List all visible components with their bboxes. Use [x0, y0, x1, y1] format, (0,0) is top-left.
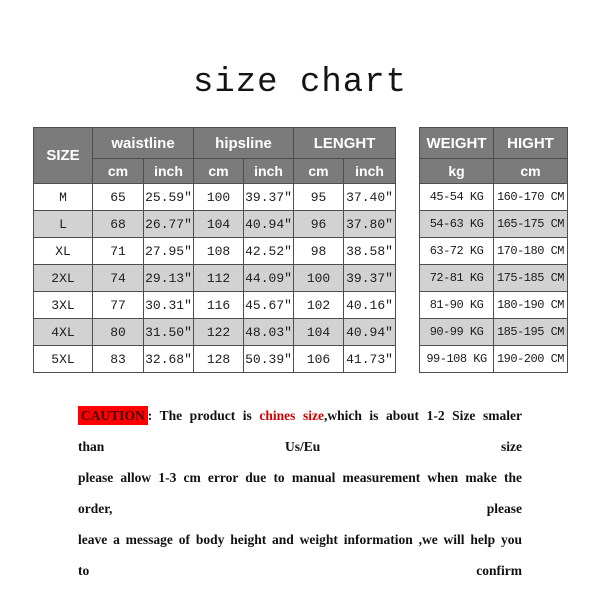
table-cell: 112: [194, 265, 244, 292]
length-cm-header: cm: [294, 159, 344, 184]
table-cell: XL: [34, 238, 93, 265]
caution-line-2: please allow 1-3 cm error due to manual measurement when make the order, please: [78, 470, 522, 516]
table-cell: 185-195 CM: [494, 319, 568, 346]
table-cell: 27.95″: [144, 238, 194, 265]
table-row: [34, 292, 396, 319]
table-cell: 48.03″: [244, 319, 294, 346]
caution-line-3: leave a message of body height and weight information ,we will help you to confirm: [78, 532, 522, 578]
table-cell: 39.37″: [244, 184, 294, 211]
waistline-group-header: waistline: [93, 128, 194, 159]
table-row: [420, 211, 568, 238]
table-cell: 160-170 CM: [494, 184, 568, 211]
table-cell: 99-108 KG: [420, 346, 494, 373]
table-cell: 30.31″: [144, 292, 194, 319]
table-row: [34, 211, 396, 238]
length-inch-header: inch: [344, 159, 396, 184]
weight-column-header: WEIGHT: [420, 128, 494, 159]
table-cell: 68: [93, 211, 144, 238]
table-cell: 32.68″: [144, 346, 194, 373]
size-measurements-table: [33, 127, 396, 373]
waistline-inch-header: inch: [144, 159, 194, 184]
table-cell: 80: [93, 319, 144, 346]
table-header-row: [420, 128, 568, 159]
table-cell: 65: [93, 184, 144, 211]
table-row: [34, 319, 396, 346]
table-cell: 81-90 KG: [420, 292, 494, 319]
table-row: [34, 184, 396, 211]
table-row: [420, 292, 568, 319]
table-cell: 4XL: [34, 319, 93, 346]
page-title: size chart: [192, 64, 408, 102]
table-cell: 108: [194, 238, 244, 265]
table-cell: 83: [93, 346, 144, 373]
table-cell: 72-81 KG: [420, 265, 494, 292]
table-cell: 180-190 CM: [494, 292, 568, 319]
caution-red-phrase: chines size: [259, 408, 324, 423]
table-cell: L: [34, 211, 93, 238]
table-row: [34, 346, 396, 373]
caution-text: : The product is: [147, 408, 260, 423]
table-row: [420, 184, 568, 211]
hipsline-group-header: hipsline: [194, 128, 294, 159]
weight-height-table: [419, 127, 568, 373]
table-cell: 37.40″: [344, 184, 396, 211]
table-cell: 44.09″: [244, 265, 294, 292]
table-row: [420, 319, 568, 346]
table-cell: 2XL: [34, 265, 93, 292]
table-cell: 175-185 CM: [494, 265, 568, 292]
size-column-header: SIZE: [34, 128, 93, 184]
table-cell: 63-72 KG: [420, 238, 494, 265]
table-cell: 77: [93, 292, 144, 319]
table-cell: 100: [194, 184, 244, 211]
table-cell: 100: [294, 265, 344, 292]
table-cell: 45.67″: [244, 292, 294, 319]
table-subheader-row: [420, 159, 568, 184]
table-cell: M: [34, 184, 93, 211]
table-cell: 190-200 CM: [494, 346, 568, 373]
table-row: [420, 265, 568, 292]
table-cell: 45-54 KG: [420, 184, 494, 211]
caution-label: CAUTION: [78, 406, 148, 425]
height-cm-header: cm: [494, 159, 568, 184]
length-group-header: LENGHT: [294, 128, 396, 159]
waistline-cm-header: cm: [93, 159, 144, 184]
table-cell: 40.94″: [244, 211, 294, 238]
table-cell: 71: [93, 238, 144, 265]
table-cell: 90-99 KG: [420, 319, 494, 346]
table-header-row: [34, 128, 396, 159]
hipsline-inch-header: inch: [244, 159, 294, 184]
table-cell: 98: [294, 238, 344, 265]
table-row: [34, 238, 396, 265]
table-cell: 170-180 CM: [494, 238, 568, 265]
table-row: [34, 265, 396, 292]
table-cell: 37.80″: [344, 211, 396, 238]
caution-line-1: [78, 400, 522, 462]
table-cell: 25.59″: [144, 184, 194, 211]
height-column-header: HIGHT: [494, 128, 568, 159]
table-cell: 95: [294, 184, 344, 211]
table-cell: 96: [294, 211, 344, 238]
table-row: [420, 346, 568, 373]
table-cell: 39.37″: [344, 265, 396, 292]
table-cell: 50.39″: [244, 346, 294, 373]
hipsline-cm-header: cm: [194, 159, 244, 184]
table-cell: 31.50″: [144, 319, 194, 346]
table-cell: 40.16″: [344, 292, 396, 319]
table-cell: 29.13″: [144, 265, 194, 292]
table-row: [420, 238, 568, 265]
caution-text: ,which is about 1-2 Size smaler than Us/Eu size: [78, 408, 522, 454]
table-cell: 38.58″: [344, 238, 396, 265]
table-cell: 116: [194, 292, 244, 319]
table-cell: 3XL: [34, 292, 93, 319]
table-cell: 5XL: [34, 346, 93, 373]
table-cell: 104: [294, 319, 344, 346]
table-cell: 41.73″: [344, 346, 396, 373]
weight-kg-header: kg: [420, 159, 494, 184]
table-cell: 165-175 CM: [494, 211, 568, 238]
table-cell: 54-63 KG: [420, 211, 494, 238]
table-cell: 74: [93, 265, 144, 292]
table-cell: 26.77″: [144, 211, 194, 238]
table-cell: 128: [194, 346, 244, 373]
table-cell: 42.52″: [244, 238, 294, 265]
table-cell: 122: [194, 319, 244, 346]
table-cell: 40.94″: [344, 319, 396, 346]
caution-note: [78, 400, 522, 586]
table-cell: 104: [194, 211, 244, 238]
table-cell: 106: [294, 346, 344, 373]
table-cell: 102: [294, 292, 344, 319]
